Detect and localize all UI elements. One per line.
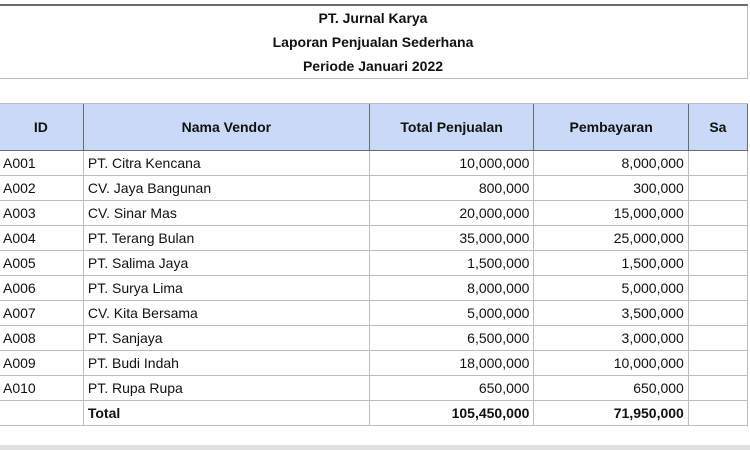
empty-cell[interactable] xyxy=(534,79,688,104)
column-header-vendor[interactable]: Nama Vendor xyxy=(83,104,369,151)
cell-balance[interactable] xyxy=(688,251,747,276)
total-label[interactable]: Total xyxy=(83,401,369,426)
cell-id[interactable]: A010 xyxy=(0,376,83,401)
column-header-total-sales[interactable]: Total Penjualan xyxy=(369,104,534,151)
company-title[interactable]: PT. Jurnal Karya xyxy=(0,5,748,30)
cell-total[interactable]: 10,000,000 xyxy=(369,151,534,176)
table-row xyxy=(0,301,748,326)
cell-balance[interactable] xyxy=(688,201,747,226)
cell-vendor[interactable]: PT. Sanjaya xyxy=(83,326,369,351)
table-row xyxy=(0,376,748,401)
cell-balance[interactable] xyxy=(688,351,747,376)
table-row xyxy=(0,176,748,201)
cell-balance[interactable] xyxy=(688,226,747,251)
table-row xyxy=(0,276,748,301)
cell-id[interactable] xyxy=(0,401,83,426)
title-row-subtitle xyxy=(0,30,748,54)
cell-total[interactable]: 800,000 xyxy=(369,176,534,201)
cell-payment[interactable]: 8,000,000 xyxy=(534,151,688,176)
cell-vendor[interactable]: CV. Jaya Bangunan xyxy=(83,176,369,201)
cell-payment[interactable]: 300,000 xyxy=(534,176,688,201)
cell-id[interactable]: A007 xyxy=(0,301,83,326)
cell-total[interactable]: 5,000,000 xyxy=(369,301,534,326)
cell-id[interactable]: A001 xyxy=(0,151,83,176)
empty-cell[interactable] xyxy=(369,79,534,104)
table-row xyxy=(0,201,748,226)
cell-payment[interactable]: 1,500,000 xyxy=(534,251,688,276)
cell-id[interactable]: A002 xyxy=(0,176,83,201)
cell-payment[interactable]: 25,000,000 xyxy=(534,226,688,251)
cell-id[interactable]: A008 xyxy=(0,326,83,351)
cell-payment[interactable]: 15,000,000 xyxy=(534,201,688,226)
total-sales-value[interactable]: 105,450,000 xyxy=(369,401,534,426)
cell-payment[interactable]: 3,000,000 xyxy=(534,326,688,351)
column-header-balance[interactable]: Sa xyxy=(688,104,747,151)
cell-total[interactable]: 20,000,000 xyxy=(369,201,534,226)
empty-cell[interactable] xyxy=(83,79,369,104)
cell-balance[interactable] xyxy=(688,401,747,426)
cell-id[interactable]: A009 xyxy=(0,351,83,376)
total-payment-value[interactable]: 71,950,000 xyxy=(534,401,688,426)
cell-vendor[interactable]: PT. Rupa Rupa xyxy=(83,376,369,401)
empty-row xyxy=(0,79,748,104)
table-row xyxy=(0,251,748,276)
cell-id[interactable]: A004 xyxy=(0,226,83,251)
cell-balance[interactable] xyxy=(688,276,747,301)
table-row xyxy=(0,351,748,376)
cell-total[interactable]: 1,500,000 xyxy=(369,251,534,276)
cell-total[interactable]: 6,500,000 xyxy=(369,326,534,351)
report-period[interactable]: Periode Januari 2022 xyxy=(0,54,748,79)
column-header-payment[interactable]: Pembayaran xyxy=(534,104,688,151)
cell-balance[interactable] xyxy=(688,301,747,326)
cell-vendor[interactable]: PT. Citra Kencana xyxy=(83,151,369,176)
cell-total[interactable]: 18,000,000 xyxy=(369,351,534,376)
cell-vendor[interactable]: CV. Sinar Mas xyxy=(83,201,369,226)
report-subtitle[interactable]: Laporan Penjualan Sederhana xyxy=(0,30,748,54)
cell-total[interactable]: 650,000 xyxy=(369,376,534,401)
table-row xyxy=(0,326,748,351)
cell-id[interactable]: A006 xyxy=(0,276,83,301)
cell-id[interactable]: A003 xyxy=(0,201,83,226)
title-row-company xyxy=(0,5,748,30)
empty-cell[interactable] xyxy=(0,79,83,104)
column-header-id[interactable]: ID xyxy=(0,104,83,151)
table-row xyxy=(0,226,748,251)
cell-payment[interactable]: 650,000 xyxy=(534,376,688,401)
cell-balance[interactable] xyxy=(688,176,747,201)
cell-vendor[interactable]: PT. Surya Lima xyxy=(83,276,369,301)
cell-vendor[interactable]: PT. Budi Indah xyxy=(83,351,369,376)
total-row xyxy=(0,401,748,426)
cell-vendor[interactable]: CV. Kita Bersama xyxy=(83,301,369,326)
cell-balance[interactable] xyxy=(688,326,747,351)
cell-id[interactable]: A005 xyxy=(0,251,83,276)
cell-vendor[interactable]: PT. Salima Jaya xyxy=(83,251,369,276)
title-row-period xyxy=(0,54,748,79)
cell-payment[interactable]: 3,500,000 xyxy=(534,301,688,326)
cell-balance[interactable] xyxy=(688,376,747,401)
cell-total[interactable]: 8,000,000 xyxy=(369,276,534,301)
cell-payment[interactable]: 10,000,000 xyxy=(534,351,688,376)
empty-cell[interactable] xyxy=(688,79,747,104)
cell-vendor[interactable]: PT. Terang Bulan xyxy=(83,226,369,251)
table-row xyxy=(0,151,748,176)
report-sheet xyxy=(0,4,748,426)
bottom-border xyxy=(0,445,750,450)
cell-balance[interactable] xyxy=(688,151,747,176)
cell-payment[interactable]: 5,000,000 xyxy=(534,276,688,301)
cell-total[interactable]: 35,000,000 xyxy=(369,226,534,251)
table-header-row xyxy=(0,104,748,151)
